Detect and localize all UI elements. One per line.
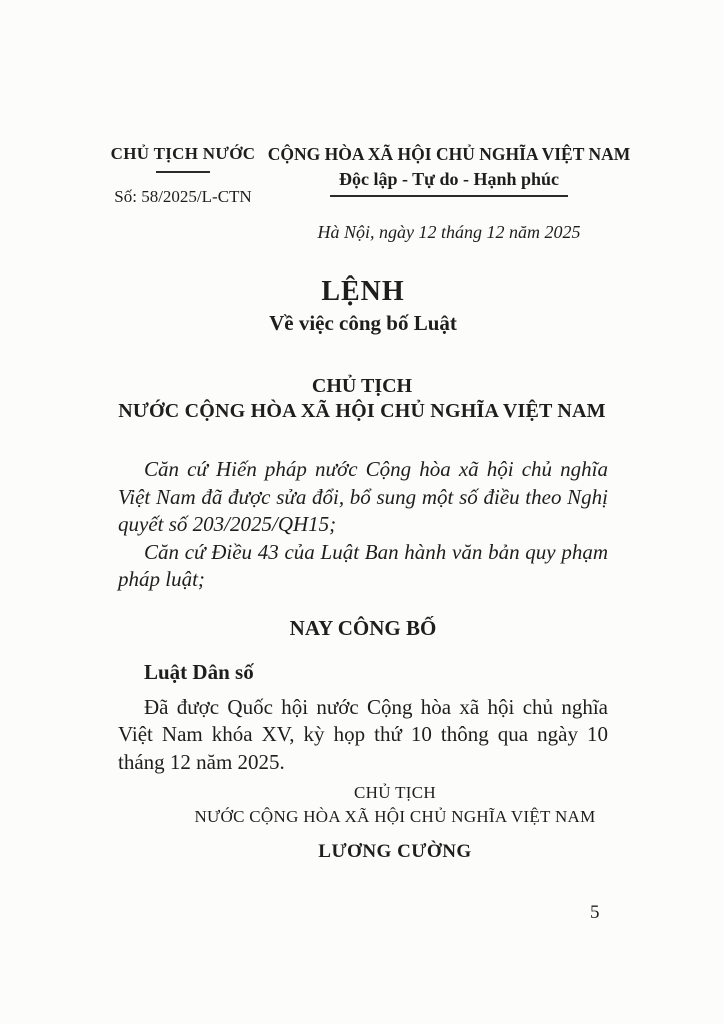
passage-note-paragraph: Đã được Quốc hội nước Cộng hòa xã hội chủ nghĩa Việt Nam khóa XV, kỳ họp thứ 10 thông qua ngày 10 tháng 12 năm 2025. — [118, 694, 608, 774]
place-dateline: Hà Nội, ngày 12 tháng 12 năm 2025 — [317, 222, 581, 242]
issuing-authority-block — [102, 144, 264, 243]
proclamation-heading: NAY CÔNG BỐ — [289, 615, 437, 640]
issuer-block — [100, 374, 624, 423]
title-block — [118, 276, 608, 336]
issuer-country: NƯỚC CỘNG HÒA XÃ HỘI CHỦ NGHĨA VIỆT NAM — [118, 400, 606, 422]
issuing-authority: CHỦ TỊCH NƯỚC — [110, 144, 256, 163]
signature-country: NƯỚC CỘNG HÒA XÃ HỘI CHỦ NGHĨA VIỆT NAM — [194, 807, 596, 826]
motto-underline — [330, 195, 568, 197]
promulgated-law-name: Luật Dân số — [144, 659, 254, 684]
recital-paragraph: Căn cứ Hiến pháp nước Cộng hòa xã hội chủ nghĩa Việt Nam đã được sửa đổi, bổ sung một số điều theo Nghị quyết số 203/2025/QH15; — [118, 457, 608, 536]
document-title: LỆNH — [321, 276, 405, 307]
signer-name: LƯƠNG CƯỜNG — [318, 841, 472, 862]
document-body — [118, 456, 608, 776]
page-number: 5 — [590, 902, 600, 923]
national-motto: Độc lập - Tự do - Hạnh phúc — [338, 169, 560, 189]
national-header-block — [264, 144, 634, 243]
document-subtitle: Về việc công bố Luật — [269, 311, 457, 335]
recital-paragraph: Căn cứ Điều 43 của Luật Ban hành văn bản quy phạm pháp luật; — [118, 539, 608, 591]
issuer-title: CHỦ TỊCH — [311, 375, 413, 397]
document-number: Số: 58/2025/L-CTN — [114, 187, 252, 206]
authority-underline — [156, 171, 210, 173]
signature-title: CHỦ TỊCH — [354, 783, 436, 802]
document-header — [102, 144, 634, 243]
country-name: CỘNG HÒA XÃ HỘI CHỦ NGHĨA VIỆT NAM — [267, 144, 631, 164]
signature-block — [150, 782, 640, 863]
